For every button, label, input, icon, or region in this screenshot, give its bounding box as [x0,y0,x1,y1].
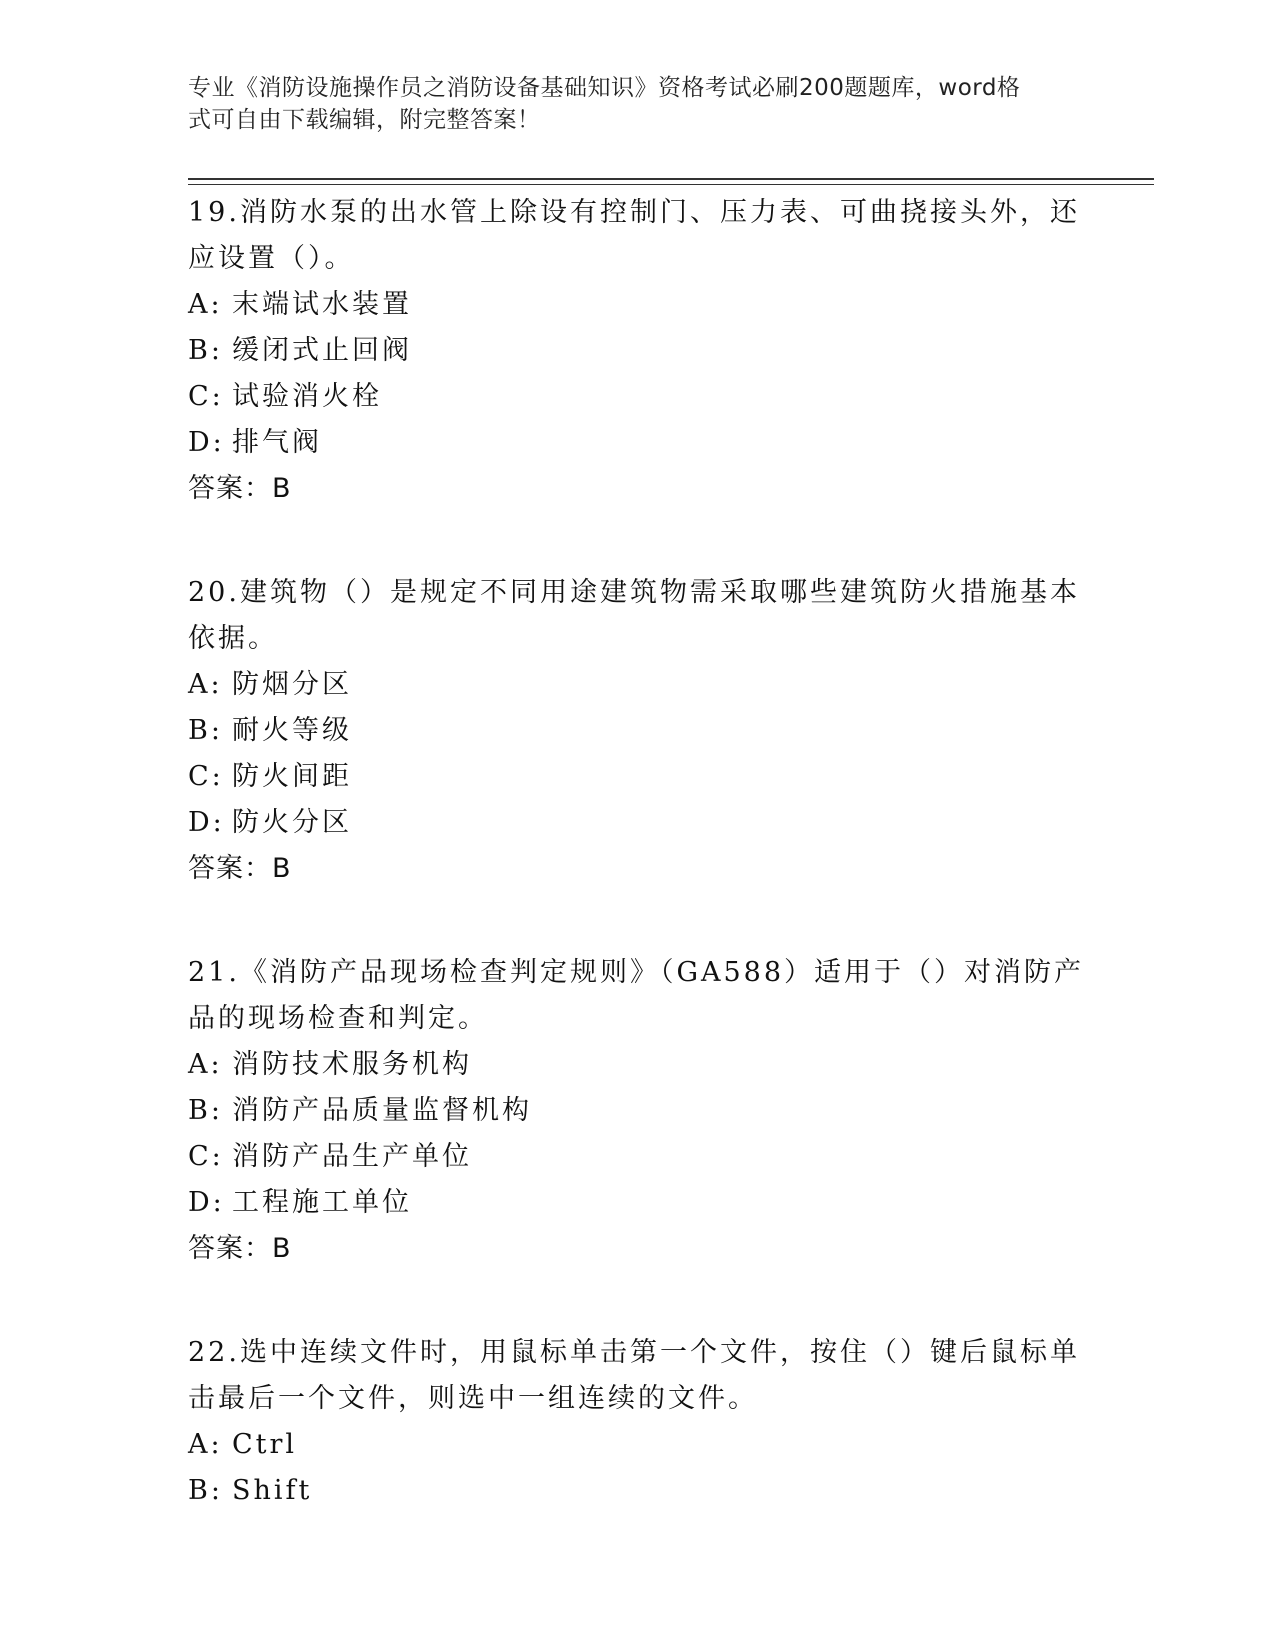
option-a [188,1042,1088,1088]
option-text: Shift [232,1475,313,1506]
option-text: 缓闭式止回阀 [232,335,412,366]
option-c [188,374,1088,420]
option-label: B: [188,1095,223,1126]
option-text: 防烟分区 [232,669,352,700]
question-20 [188,570,1088,892]
intro-line-2: 式可自由下载编辑，附完整答案！ [188,107,541,133]
option-b [188,1088,1088,1134]
question-stem: 20.建筑物（）是规定不同用途建筑物需采取哪些建筑防火措施基本依据。 [188,577,1080,654]
option-text: 耐火等级 [232,715,352,746]
option-label: C: [188,761,224,792]
option-text: 消防技术服务机构 [232,1049,472,1080]
option-text: Ctrl [232,1429,298,1460]
option-b [188,1468,1088,1514]
option-label: A: [188,289,223,320]
option-a [188,1422,1088,1468]
option-a [188,662,1088,708]
option-label: A: [188,1049,223,1080]
answer-line: 答案：B [188,473,292,504]
option-b [188,328,1088,374]
option-label: A: [188,669,223,700]
option-d [188,420,1088,466]
option-a [188,282,1088,328]
option-b [188,708,1088,754]
answer-line: 答案：B [188,853,292,884]
question-list [188,190,1088,1572]
option-label: B: [188,335,223,366]
question-stem: 22.选中连续文件时，用鼠标单击第一个文件，按住（）键后鼠标单击最后一个文件，则选中一组连续的文件。 [188,1337,1080,1414]
option-text: 排气阀 [232,427,322,458]
question-21 [188,950,1088,1272]
option-label: D: [188,427,225,458]
option-label: C: [188,381,224,412]
answer-line: 答案：B [188,1233,292,1264]
option-text: 消防产品质量监督机构 [232,1095,532,1126]
question-stem: 19.消防水泵的出水管上除设有控制门、压力表、可曲挠接头外，还应设置（）。 [188,197,1080,274]
header-divider-thick [188,178,1154,180]
option-label: D: [188,807,225,838]
option-d [188,800,1088,846]
option-label: A: [188,1429,223,1460]
option-text: 末端试水装置 [232,289,412,320]
option-text: 消防产品生产单位 [232,1141,472,1172]
document-intro [188,72,1068,136]
option-d [188,1180,1088,1226]
option-label: B: [188,715,223,746]
option-text: 试验消火栓 [232,381,382,412]
option-label: D: [188,1187,225,1218]
option-c [188,754,1088,800]
option-label: C: [188,1141,224,1172]
option-c [188,1134,1088,1180]
intro-line-1: 专业《消防设施操作员之消防设备基础知识》资格考试必刷200题题库，word格 [188,75,1021,101]
option-text: 防火分区 [232,807,352,838]
option-label: B: [188,1475,223,1506]
question-22 [188,1330,1088,1514]
question-stem: 21.《消防产品现场检查判定规则》（GA588）适用于（）对消防产品的现场检查和判定。 [188,957,1085,1034]
option-text: 工程施工单位 [232,1187,412,1218]
header-divider-thin [188,184,1154,185]
question-19 [188,190,1088,512]
option-text: 防火间距 [232,761,352,792]
